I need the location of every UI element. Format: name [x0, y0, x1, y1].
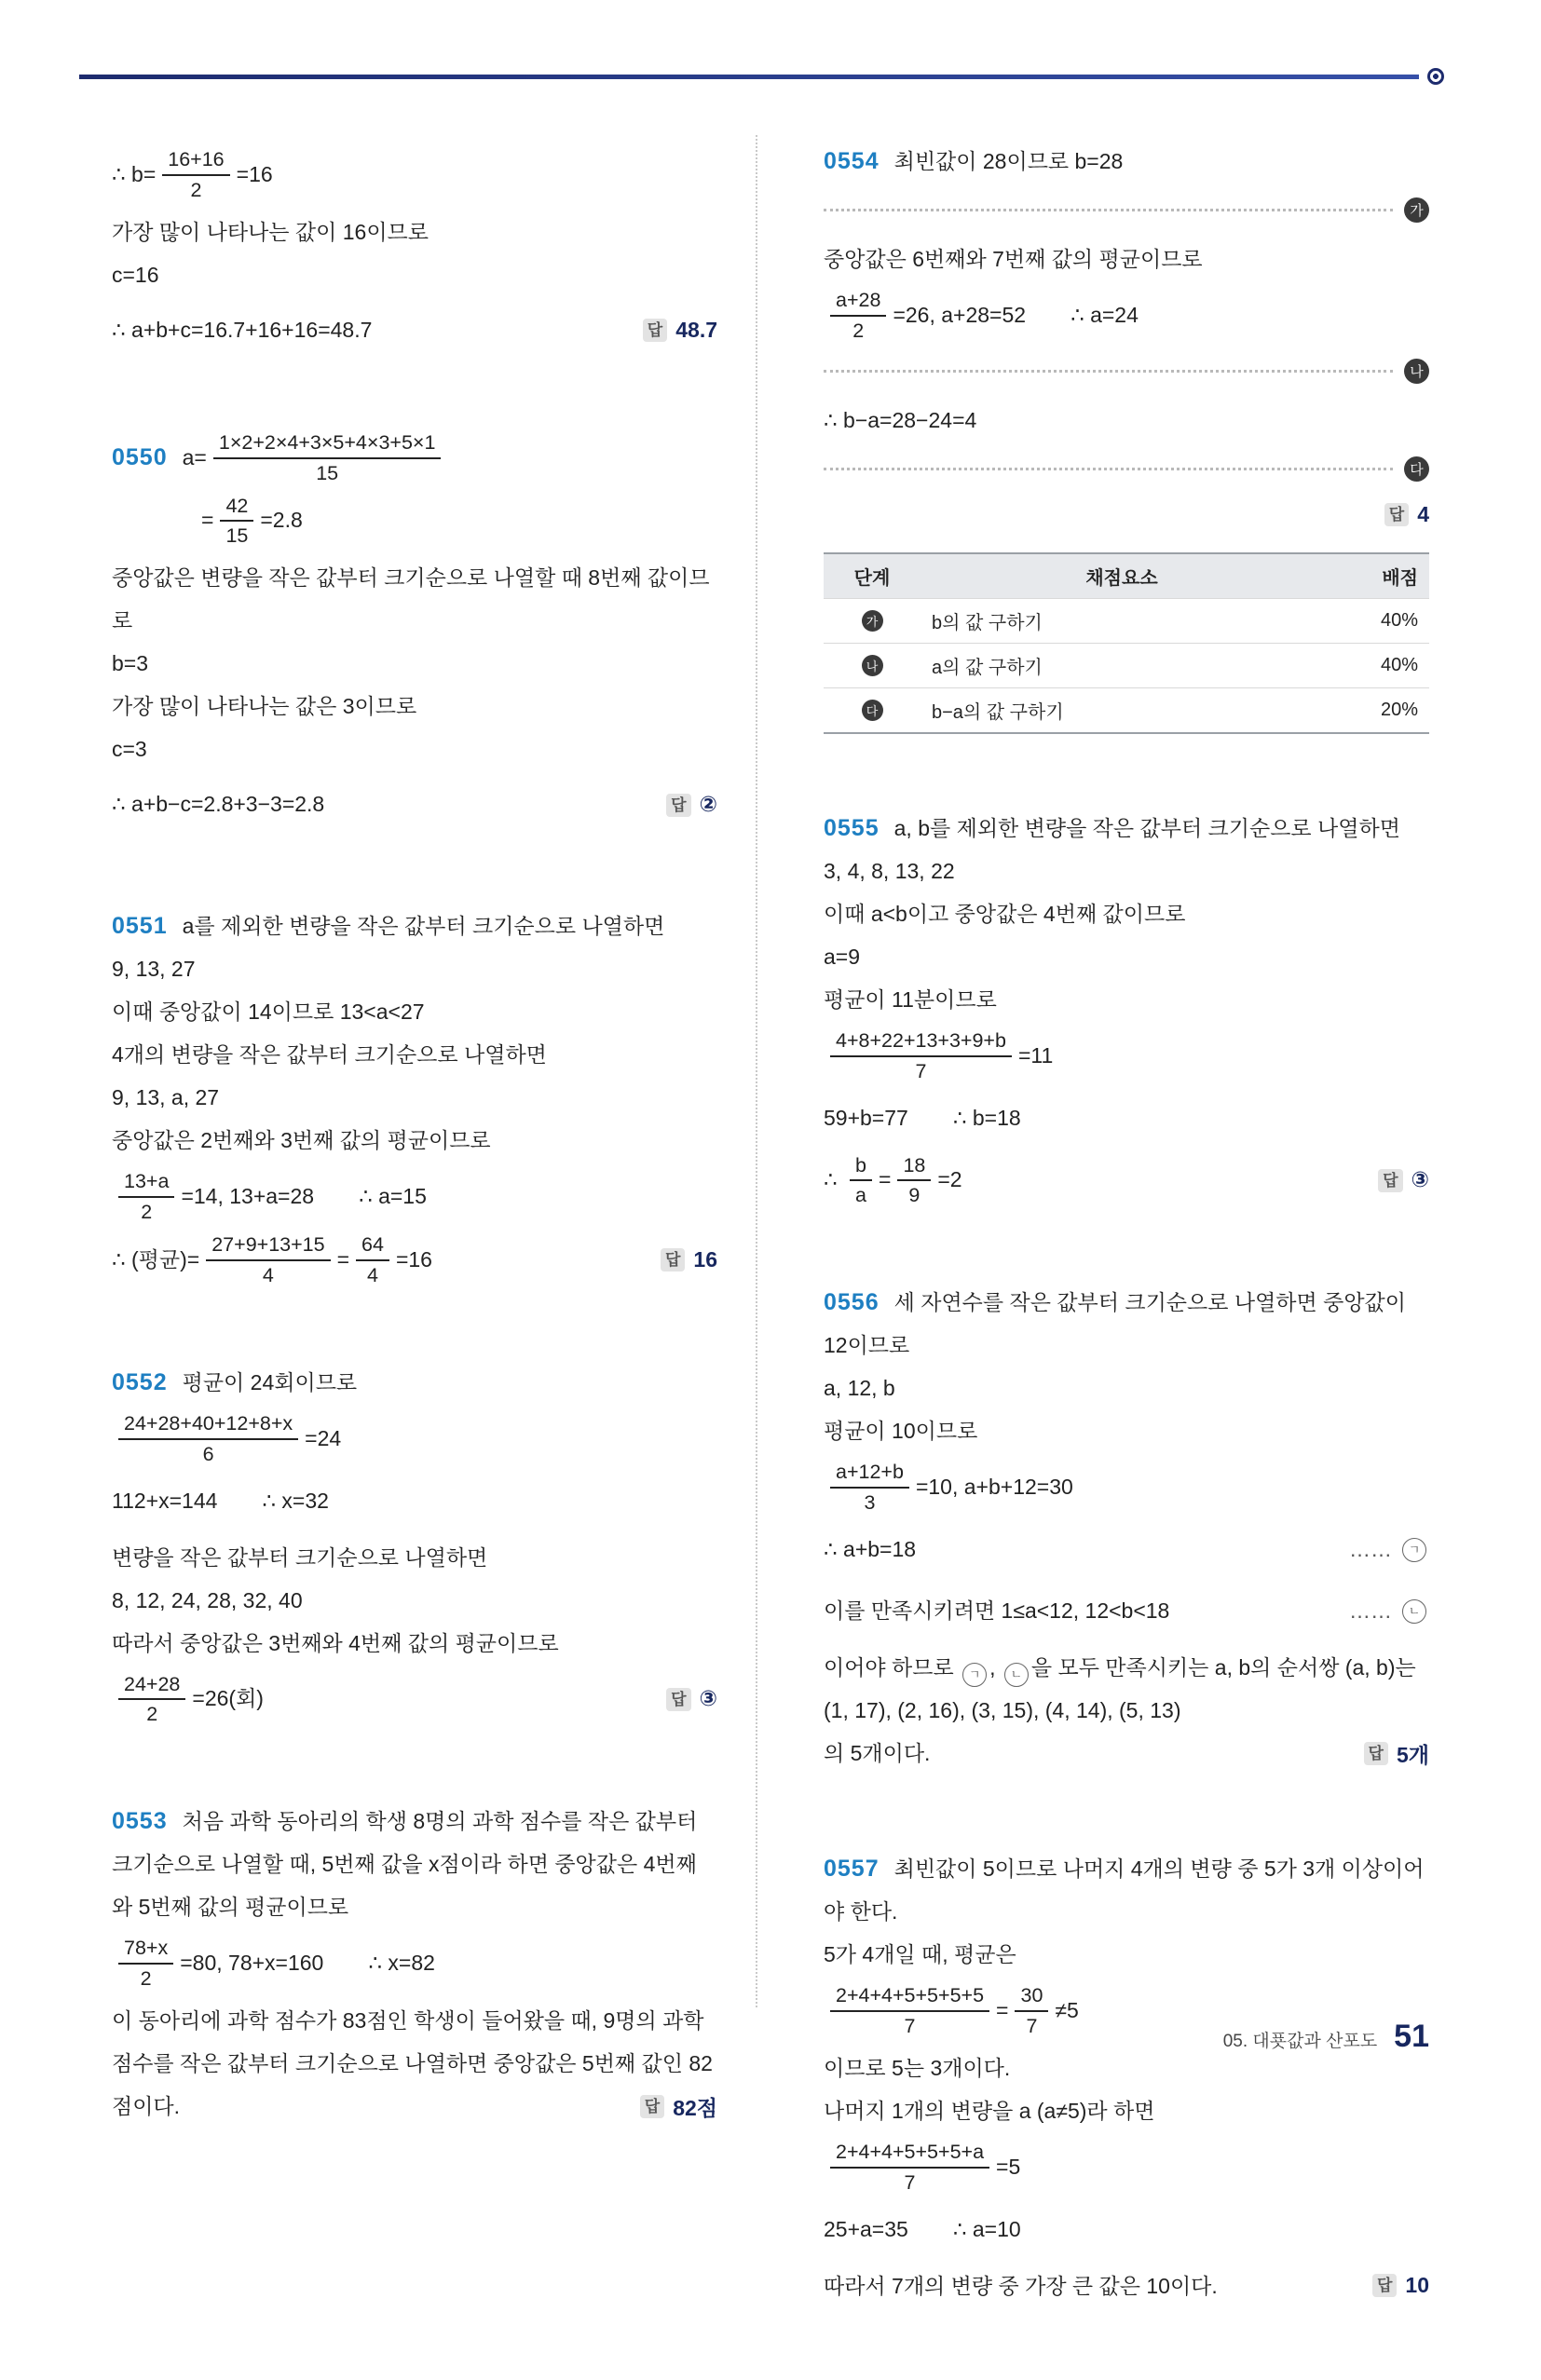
answer [1384, 502, 1429, 527]
solution-line: 중앙값은 6번째와 7번째 값의 평균이므로 [824, 247, 1203, 271]
fraction [1015, 1983, 1048, 2039]
text-segment: = [879, 1167, 892, 1192]
problem-number: 0554 [824, 148, 880, 174]
answer-row [824, 496, 1429, 534]
solution-line [112, 778, 717, 832]
problem-number: 0556 [824, 1289, 880, 1316]
text-segment: ∴ a=10 [952, 2216, 1021, 2241]
fraction-denominator: 7 [915, 1059, 927, 1082]
solution-math-line [824, 2140, 1429, 2196]
problem-0553 [112, 1800, 717, 2128]
solution-line [112, 304, 717, 358]
problem-head [824, 140, 1429, 183]
top-rule [79, 75, 1419, 79]
text-segment: 평균이 24회이므로 [182, 1369, 358, 1394]
answer-badge: 답 [1384, 503, 1409, 526]
problem-0556 [824, 1281, 1429, 1775]
fraction [118, 1411, 298, 1467]
text-segment: 최빈값이 28이므로 b=28 [893, 149, 1124, 173]
problem-number: 0557 [824, 1856, 880, 1882]
text-segment: 이를 만족시키려면 1≤a<12, 12<b<18 [824, 1598, 1170, 1624]
solution-math-line [201, 494, 717, 550]
step-badge-ga: 가 [1404, 197, 1429, 223]
problem-head [112, 1800, 717, 1928]
step-rule [824, 197, 1429, 223]
step-rule [824, 456, 1429, 482]
solution-line: 이 동아리에 과학 점수가 83점인 학생이 들어왔을 때, 9명의 과학 점수를 작은 값부터 크기순으로 나열하면 중앙값은 5번째 값인 82점이다. [112, 2008, 713, 2118]
solution-line: 3, 4, 8, 13, 22 [824, 858, 955, 883]
text-segment: ∴ a+b=18 [824, 1537, 917, 1562]
problem-number: 0552 [112, 1368, 168, 1395]
problem-head [112, 430, 717, 486]
text-segment: a, b를 제외한 변량을 작은 값부터 크기순으로 나열하면 [893, 815, 1400, 840]
fraction-denominator: 15 [225, 524, 249, 548]
text-segment: ∴ a=15 [359, 1184, 427, 1209]
chapter-title: 05. 대푯값과 산포도 [1222, 2032, 1378, 2051]
dotted-line [824, 209, 1393, 211]
fraction [830, 2140, 989, 2196]
answer-badge: 답 [666, 1688, 690, 1711]
points-cell: 40% [1323, 643, 1429, 687]
grading-col-step: 단계 [824, 553, 921, 599]
text-segment: ∴ a=24 [1071, 302, 1139, 327]
text-segment: =10, a+b+12=30 [915, 1475, 1073, 1500]
solution-line: b=3 [112, 651, 149, 676]
solution-line: 이므로 5는 3개이다. [824, 2055, 1011, 2080]
fraction-numerator: a+12+b [830, 1460, 909, 1489]
solution-line: 따라서 중앙값은 3번째와 4번째 값의 평균이므로 [112, 1630, 559, 1655]
circled-ref-nieun: ㄴ [1004, 1663, 1029, 1687]
answer-badge: 답 [1372, 2274, 1397, 2297]
points-cell: 40% [1323, 598, 1429, 643]
grading-col-points: 배점 [1323, 553, 1429, 599]
solution-line: 가장 많이 나타나는 값은 3이므로 [112, 694, 417, 719]
text-segment: 이어야 하므로 [824, 1655, 961, 1680]
text-segment: ∴ x=82 [368, 1951, 435, 1976]
text-segment: =26(회) [192, 1686, 264, 1711]
problem-number: 0553 [112, 1808, 168, 1835]
text-segment: =14, 13+a=28 [181, 1184, 315, 1209]
answer-value: 10 [1405, 2273, 1429, 2297]
step-badge-da: 다 [862, 700, 883, 721]
fraction [118, 1672, 185, 1728]
problem-head [824, 1847, 1429, 1933]
problem-0557 [824, 1847, 1429, 2307]
fraction-denominator: 2 [146, 1703, 158, 1726]
criteria-cell: b의 값 구하기 [921, 598, 1323, 643]
problem-0555 [824, 807, 1429, 1209]
fraction-numerator: a+28 [830, 288, 886, 317]
reference-tag [1349, 1598, 1429, 1625]
fraction-numerator: 2+4+4+5+5+5+a [830, 2140, 989, 2169]
solution-math-line [824, 1460, 1429, 1516]
grading-table [824, 552, 1429, 734]
fraction-denominator: 2 [852, 319, 865, 342]
fraction-numerator: 24+28 [118, 1672, 185, 1701]
fraction-numerator: 27+9+13+15 [206, 1232, 330, 1261]
text-segment: =2 [937, 1167, 962, 1192]
reference-tag [1349, 1536, 1429, 1564]
solution-line: 의 5개이다. [824, 1741, 931, 1765]
answer-badge: 답 [661, 1248, 685, 1272]
solution-line: 중앙값은 변량을 작은 값부터 크기순으로 나열할 때 8번째 값이므로 [112, 565, 710, 633]
solution-math-line [112, 1169, 717, 1225]
points-cell: 20% [1323, 687, 1429, 733]
problem-number: 0550 [112, 444, 168, 471]
text-segment: = [336, 1246, 350, 1272]
fraction-denominator: 15 [316, 461, 339, 484]
left-column [112, 140, 717, 2380]
answer-badge: 답 [643, 319, 667, 342]
fraction [830, 288, 886, 344]
leader-dots: …… [1349, 1537, 1392, 1562]
answer-badge: 답 [1378, 1169, 1402, 1192]
fraction-denominator: 2 [190, 178, 202, 201]
answer [1372, 2273, 1429, 2298]
fraction [220, 494, 253, 550]
solution-math-line [112, 1936, 717, 1992]
solution-line: c=3 [112, 737, 147, 762]
text-segment: a= [182, 444, 207, 469]
solution-math-line [112, 147, 717, 203]
text-segment: 세 자연수를 작은 값부터 크기순으로 나열하면 중앙값이 12이므로 [824, 1290, 1406, 1358]
fraction [830, 1983, 989, 2039]
answer-badge: 답 [1364, 1742, 1388, 1765]
fraction-numerator: b [850, 1153, 872, 1182]
solution-line: ∴ b−a=28−24=4 [824, 407, 977, 432]
text-segment: ∴ b=18 [952, 1105, 1021, 1130]
answer-value: 82점 [673, 2095, 717, 2120]
text-segment: 112+x=144 [112, 1488, 218, 1513]
answer-value: 16 [693, 1246, 717, 1272]
answer [666, 1685, 717, 1713]
text-segment: 처음 과학 동아리의 학생 8명의 과학 점수를 작은 값부터 크기순으로 나열할 때, 5번째 값을 x점이라 하면 중앙값은 4번째와 5번째 값의 평균이므로 [112, 1809, 698, 1920]
solution-line: 중앙값은 2번째와 3번째 값의 평균이므로 [112, 1128, 491, 1153]
step-badge-na: 나 [862, 655, 883, 676]
solution-line: 나머지 1개의 변량을 a (a≠5)라 하면 [824, 2098, 1155, 2123]
text-segment: a를 제외한 변량을 작은 값부터 크기순으로 나열하면 [182, 914, 665, 939]
solution-line: 8, 12, 24, 28, 32, 40 [112, 1587, 303, 1612]
solution-math-line [112, 1232, 717, 1288]
fraction [356, 1232, 389, 1288]
step-badge-da: 다 [1404, 456, 1429, 482]
fraction [118, 1169, 174, 1225]
fraction-denominator: 2 [140, 1967, 152, 1991]
text-segment: =80, 78+x=160 [180, 1951, 324, 1976]
fraction-denominator: 6 [202, 1442, 214, 1465]
solution-line: 이때 중앙값이 14이므로 13<a<27 [112, 1000, 425, 1025]
problem-0550 [112, 430, 717, 833]
fraction-numerator: 24+28+40+12+8+x [118, 1411, 298, 1440]
text-segment: =16 [236, 161, 273, 186]
fraction-denominator: 7 [904, 2170, 916, 2194]
solution-math-line [112, 1672, 717, 1728]
text-segment: = [996, 1997, 1009, 2022]
problem-number: 0551 [112, 913, 168, 940]
solution-line: 이때 a<b이고 중앙값은 4번째 값이므로 [824, 901, 1186, 926]
step-badge-ga: 가 [862, 610, 883, 632]
answer-badge: 답 [640, 2095, 664, 2118]
step-badge-na: 나 [1404, 359, 1429, 384]
solution-line: a, 12, b [824, 1376, 895, 1401]
solution-line [824, 2203, 1429, 2257]
fraction [830, 1460, 909, 1516]
fraction-denominator: 7 [904, 2014, 916, 2037]
fraction [162, 147, 229, 203]
solution-math-line [112, 1411, 717, 1467]
grading-col-criteria: 채점요소 [921, 553, 1323, 599]
solution-line [824, 1584, 1429, 1639]
solution-math-line [824, 1028, 1429, 1084]
problem-head [824, 1281, 1429, 1367]
text-segment: ≠5 [1055, 1997, 1079, 2022]
criteria-cell: a의 값 구하기 [921, 643, 1323, 687]
solution-line: 변량을 작은 값부터 크기순으로 나열하면 [112, 1544, 488, 1570]
answer-value: 48.7 [675, 317, 717, 342]
text-segment: 최빈값이 5이므로 나머지 4개의 변량 중 5가 3개 이상이어야 한다. [824, 1856, 1425, 1924]
solution-line [824, 1092, 1429, 1146]
solution-math-line [824, 1153, 1429, 1209]
fraction-denominator: 7 [1026, 2014, 1038, 2037]
solution-line: c=16 [112, 262, 159, 287]
table-row [824, 687, 1429, 733]
answer [640, 2091, 717, 2122]
text-segment: =5 [996, 2154, 1021, 2179]
answer-value: ③ [699, 1686, 717, 1711]
fraction-numerator: 4+8+22+13+3+9+b [830, 1028, 1012, 1057]
fraction-numerator: 42 [220, 494, 253, 523]
problem-prev-continuation [112, 147, 717, 358]
answer [643, 317, 717, 345]
table-row [824, 643, 1429, 687]
text-segment: =11 [1017, 1042, 1054, 1068]
problem-head [824, 807, 1429, 850]
fraction-denominator: 4 [262, 1263, 274, 1286]
table-row [824, 598, 1429, 643]
solution-line: 5가 4개일 때, 평균은 [824, 1942, 1016, 1966]
answer-value: ③ [1411, 1167, 1429, 1192]
fraction-numerator: 16+16 [162, 147, 229, 176]
page-number: 51 [1394, 2019, 1429, 2054]
fraction [213, 430, 442, 486]
problem-number: 0555 [824, 814, 880, 841]
text-segment: = [201, 508, 214, 533]
fraction [206, 1232, 330, 1288]
fraction-denominator: 4 [367, 1263, 378, 1286]
answer-value: ② [699, 792, 717, 817]
solution-line: 9, 13, a, 27 [112, 1085, 220, 1110]
solution-line: 따라서 7개의 변량 중 가장 큰 값은 10이다. [824, 2273, 1218, 2298]
text-segment: ∴ x=32 [262, 1488, 329, 1513]
fraction-denominator: a [855, 1184, 866, 1207]
text-segment: 25+a=35 [824, 2216, 908, 2241]
fraction [850, 1153, 872, 1209]
answer-badge: 답 [666, 794, 690, 817]
fraction [118, 1936, 173, 1992]
text-segment: 을 모두 만족시키는 a, b의 순서쌍 (a, b)는 [1030, 1655, 1416, 1680]
answer-value: 5개 [1396, 1742, 1429, 1767]
solution-line [824, 1523, 1429, 1577]
answer [1364, 1738, 1429, 1769]
leader-dots: …… [1349, 1598, 1392, 1624]
circled-ref-nieun: ㄴ [1402, 1599, 1426, 1624]
solution-line: 4개의 변량을 작은 값부터 크기순으로 나열하면 [112, 1042, 547, 1068]
fraction-denominator: 3 [864, 1491, 876, 1515]
text-segment: ∴ a+b−c=2.8+3−3=2.8 [112, 792, 325, 817]
text-segment: =24 [305, 1425, 342, 1450]
text-segment: =16 [395, 1246, 432, 1272]
fraction [897, 1153, 931, 1209]
fraction-numerator: 30 [1015, 1983, 1048, 2012]
problem-head [112, 904, 717, 947]
solution-math-line [824, 288, 1429, 344]
text-segment: =26, a+28=52 [893, 302, 1027, 327]
page-emblem-icon [1427, 68, 1444, 85]
dotted-line [824, 468, 1393, 470]
fraction [830, 1028, 1012, 1084]
fraction-denominator: 9 [908, 1184, 921, 1207]
dotted-line [824, 370, 1393, 373]
problem-0554 [824, 140, 1429, 734]
step-rule [824, 359, 1429, 384]
answer-row [112, 2085, 717, 2128]
solution-line: (1, 17), (2, 16), (3, 15), (4, 14), (5, 13) [824, 1698, 1181, 1722]
solution-line: 평균이 11분이므로 [824, 986, 997, 1012]
problem-0551 [112, 904, 717, 1288]
solution-line [112, 1475, 717, 1529]
solution-line: 9, 13, 27 [112, 957, 196, 982]
fraction-numerator: 18 [897, 1153, 931, 1182]
problem-0552 [112, 1361, 717, 1728]
answer [1378, 1166, 1429, 1194]
solution-line: 평균이 10이므로 [824, 1419, 978, 1444]
problem-head [112, 1361, 717, 1404]
circled-ref-giyeok: ㄱ [962, 1663, 987, 1687]
page-footer [1223, 2019, 1429, 2055]
text-segment: ∴ (평균)= [112, 1246, 200, 1272]
criteria-cell: b−a의 값 구하기 [921, 687, 1323, 733]
fraction-numerator: 2+4+4+5+5+5+5 [830, 1983, 989, 2012]
fraction-numerator: 13+a [118, 1169, 174, 1198]
text-segment: 59+b=77 [824, 1105, 908, 1130]
answer [666, 791, 717, 819]
fraction-numerator: 64 [356, 1232, 389, 1261]
answer-value: 4 [1417, 502, 1429, 527]
text-segment: ∴ a+b+c=16.7+16+16=48.7 [112, 317, 373, 342]
text-segment: =2.8 [260, 508, 303, 533]
circled-ref-giyeok: ㄱ [1402, 1538, 1426, 1562]
text-segment: ∴ [824, 1167, 844, 1192]
solution-line: 가장 많이 나타나는 값이 16이므로 [112, 219, 429, 244]
answer [661, 1246, 717, 1274]
fraction-numerator: 78+x [118, 1936, 173, 1965]
fraction-denominator: 2 [141, 1201, 153, 1224]
solution-line [824, 1646, 1429, 1689]
fraction-numerator: 1×2+2×4+3×5+4×3+5×1 [213, 430, 442, 459]
text-segment: , [989, 1655, 1002, 1680]
grading-table-header [824, 553, 1429, 599]
text-segment: ∴ b= [112, 161, 157, 186]
solution-line: a=9 [824, 944, 861, 969]
